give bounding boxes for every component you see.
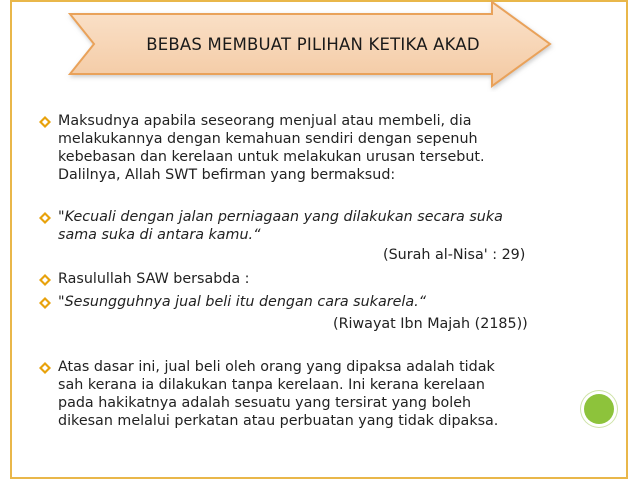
left-border-line xyxy=(10,0,12,479)
reference-hadith: (Riwayat Ibn Majah (2185)) xyxy=(333,316,528,332)
list-item-line: Rasulullah SAW bersabda : xyxy=(58,271,250,287)
title-banner xyxy=(54,0,556,92)
quote-text: sama suka di antara kamu.“ xyxy=(58,227,261,243)
list-item xyxy=(58,358,578,430)
bullet-icon xyxy=(38,296,52,310)
list-item-line: pada hakikatnya adalah sesuatu yang tersirat yang boleh xyxy=(58,395,472,411)
list-item-line: Dalilnya, Allah SWT befirman yang bermaksud: xyxy=(58,167,396,183)
list-item-line: Maksudnya apabila seseorang menjual atau membeli, dia xyxy=(58,113,472,129)
list-item-line: Atas dasar ini, jual beli oleh orang yang dipaksa adalah tidak xyxy=(58,359,495,375)
bullet-icon xyxy=(38,115,52,129)
quote-open: " xyxy=(58,209,65,225)
bullet-icon xyxy=(38,273,52,287)
list-item-line: sah kerana ia dilakukan tanpa kerelaan. Ini kerana kerelaan xyxy=(58,377,485,393)
list-item-line xyxy=(58,208,578,226)
reference-surah: (Surah al-Nisa' : 29) xyxy=(383,247,526,263)
right-border-line xyxy=(626,0,628,479)
bullet-icon xyxy=(38,211,52,225)
quote-text: Sesungguhnya jual beli itu dengan cara sukarela.“ xyxy=(64,294,427,310)
list-item-line: dikesan melalui perkatan atau perbuatan yang tidak dipaksa. xyxy=(58,413,499,429)
list-item xyxy=(58,208,578,244)
quote-open: " xyxy=(58,294,65,310)
list-item xyxy=(58,270,578,288)
list-item xyxy=(58,293,578,311)
list-item-line xyxy=(58,293,578,311)
page-title: BEBAS MEMBUAT PILIHAN KETIKA AKAD xyxy=(146,34,480,54)
green-circle-decoration xyxy=(584,394,614,424)
list-item-line: kebebasan dan kerelaan untuk melakukan urusan tersebut. xyxy=(58,149,485,165)
bullet-icon xyxy=(38,361,52,375)
list-item xyxy=(58,112,578,184)
quote-text: Kecuali dengan jalan perniagaan yang dilakukan secara suka xyxy=(64,209,503,225)
list-item-line: melakukannya dengan kemahuan sendiri dengan sepenuh xyxy=(58,131,478,147)
